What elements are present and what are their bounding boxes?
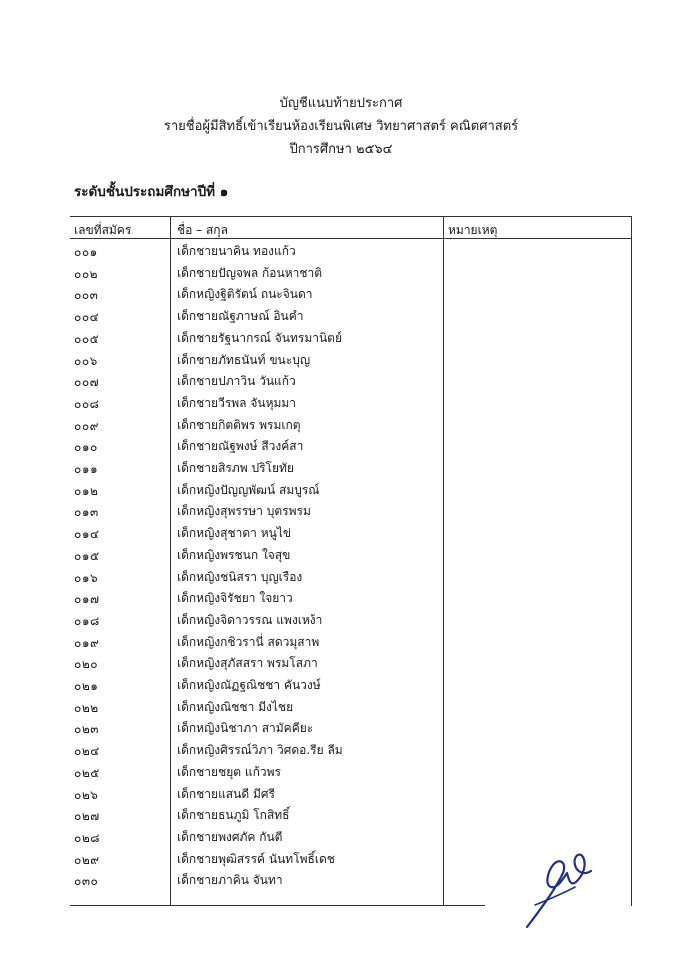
applicant-name: เด็กชายภัทธนันท์ ขนะบุญ [177,352,311,367]
applicant-name: เด็กหญิงสุพรรษา บุตรพรม [177,504,311,519]
table-row [70,630,632,652]
table-row [70,782,632,804]
column-header-name: ชื่อ – สกุล [177,223,228,237]
applicant-name: เด็กชายกิตติพร พรมเกตุ [177,417,301,432]
application-number: ๐๑๒ [74,483,99,498]
applicant-name: เด็กชายรัฐนากรณ์ จันทรมานิตย์ [177,330,343,345]
application-number: ๐๒๖ [74,787,99,802]
application-number: ๐๐๒ [74,266,99,281]
table-row [70,434,632,456]
application-number: ๐๓๐ [74,874,99,889]
application-number: ๐๐๗ [74,375,100,390]
table-row [70,239,632,261]
applicant-name: เด็กชายปภาวิน วันแก้ว [177,374,296,389]
table-top-border [70,216,632,217]
application-number: ๐๐๓ [74,288,99,303]
academic-year: ปีการศึกษา ๒๕๖๔ [289,142,393,157]
grade-level-heading: ระดับชั้นประถมศึกษาปีที่ ๑ [74,184,229,200]
application-number: ๐๒๙ [74,852,100,867]
table-row [70,716,632,738]
applicant-name: เด็กชายสิรภพ ปริโยทัย [177,461,294,475]
application-number: ๐๒๗ [74,809,100,824]
application-number: ๐๑๑ [74,462,99,476]
application-number: ๐๑๐ [74,440,98,455]
table-row [70,608,632,630]
applicant-name: เด็กชายชยุต แก้วพร [177,764,281,779]
application-number: ๐๒๘ [74,830,100,845]
table-row [70,651,632,673]
applicant-name: เด็กหญิงพรชนก ใจสุข [177,547,291,562]
table-row [70,673,632,695]
table-row [70,413,632,435]
applicant-name: เด็กหญิงณิชชา มีงไชย [177,699,294,714]
application-number: ๐๒๓ [74,722,99,737]
table-row [70,261,632,283]
applicant-name: เด็กหญิงจิดาวรรณ แพงเหง้า [177,612,323,627]
table-row [70,543,632,565]
table-row [70,391,632,413]
table-row [70,369,632,391]
application-number: ๐๑๗ [74,592,100,607]
applicant-name: เด็กชายแสนดี มีศรี [177,786,275,801]
table-row [70,282,632,304]
table-row [70,695,632,717]
applicant-name: เด็กชายธนภูมิ โกสิทธิ์ [177,808,290,823]
table-row [70,586,632,608]
application-number: ๐๒๐ [74,657,99,672]
signature [505,835,605,935]
table-row [70,499,632,521]
column-header-remarks: หมายเหตุ [448,223,498,237]
table-row [70,565,632,587]
table-row [70,348,632,370]
applicant-name: เด็กชายพุฒิสรรค์ นันทโพธิ์เดช [177,851,335,866]
application-number: ๐๐๘ [74,396,100,411]
applicant-name: เด็กชายณัฐภาษณ์ อินคำ [177,309,304,324]
applicant-name: เด็กหญิงนิชาภา สามัคคียะ [177,721,314,736]
table-row [70,304,632,326]
table-row [70,521,632,543]
application-number: ๐๑๙ [74,635,100,650]
applicant-name: เด็กหญิงฐิติรัตน์ ถนะจินดา [177,287,313,302]
applicant-name: เด็กหญิงชนิสรา บุญเรือง [177,569,303,584]
table-row [70,456,632,478]
applicant-name: เด็กชายนาคิน ทองแก้ว [177,244,296,258]
application-number: ๐๐๙ [74,418,99,433]
applicant-name: เด็กชายปัญจพล ก้อนหาชาติ [177,265,323,280]
applicant-name: เด็กหญิงณัฏฐณิชชา คันวงษ์ [177,678,321,692]
application-number: ๐๐๔ [74,310,100,325]
applicant-name: เด็กหญิงปัญญพัฒน์ สมบูรณ์ [177,482,320,497]
column-header-application-no: เลขที่สมัคร [74,223,132,237]
application-number: ๐๑๘ [74,613,100,628]
applicant-name: เด็กหญิงกชิวรานี่ สดวมุสาพ [177,634,320,649]
application-number: ๐๐๕ [74,331,100,346]
table-row [70,326,632,348]
document-title: บัญชีแนบท้ายประกาศ [279,96,403,111]
applicant-name: เด็กหญิงศิรรณ์วิภา วิศดอ.รีย ลีม [177,743,343,758]
table-row [70,478,632,500]
table-row [70,803,632,825]
application-number: ๐๒๕ [74,765,100,780]
applicant-name: เด็กชายณัฐพงษ์ สีวงค์สา [177,439,304,454]
applicant-name: เด็กหญิงสุภัสสรา พรมโสภา [177,656,318,671]
applicant-name: เด็กหญิงสุชาดา หนูไข่ [177,526,292,541]
applicant-name: เด็กชายพงศภัค กันตี [177,829,283,844]
applicant-name: เด็กชายภาคิน จันทา [177,873,283,888]
application-number: ๐๑๖ [74,570,99,585]
application-number: ๐๒๑ [74,679,99,693]
application-number: ๐๒๔ [74,744,100,759]
document-subtitle: รายชื่อผู้มีสิทธิ์เข้าเรียนห้องเรียนพิเศษ วิทยาศาสตร์ คณิตศาสตร์ [163,119,519,134]
application-number: ๐๐๑ [74,245,98,259]
application-number: ๐๑๕ [74,548,100,563]
application-number: ๐๒๒ [74,700,99,715]
application-number: ๐๑๓ [74,505,99,520]
application-number: ๐๐๖ [74,353,98,368]
table-row [70,760,632,782]
application-number: ๐๑๔ [74,527,100,542]
table-row [70,738,632,760]
applicant-name: เด็กชายวีรพล จันหุมมา [177,395,297,410]
applicant-name: เด็กหญิงจิรัชยา ใจยาว [177,591,293,606]
table-bottom-border [70,905,485,906]
applicant-table [70,216,632,906]
